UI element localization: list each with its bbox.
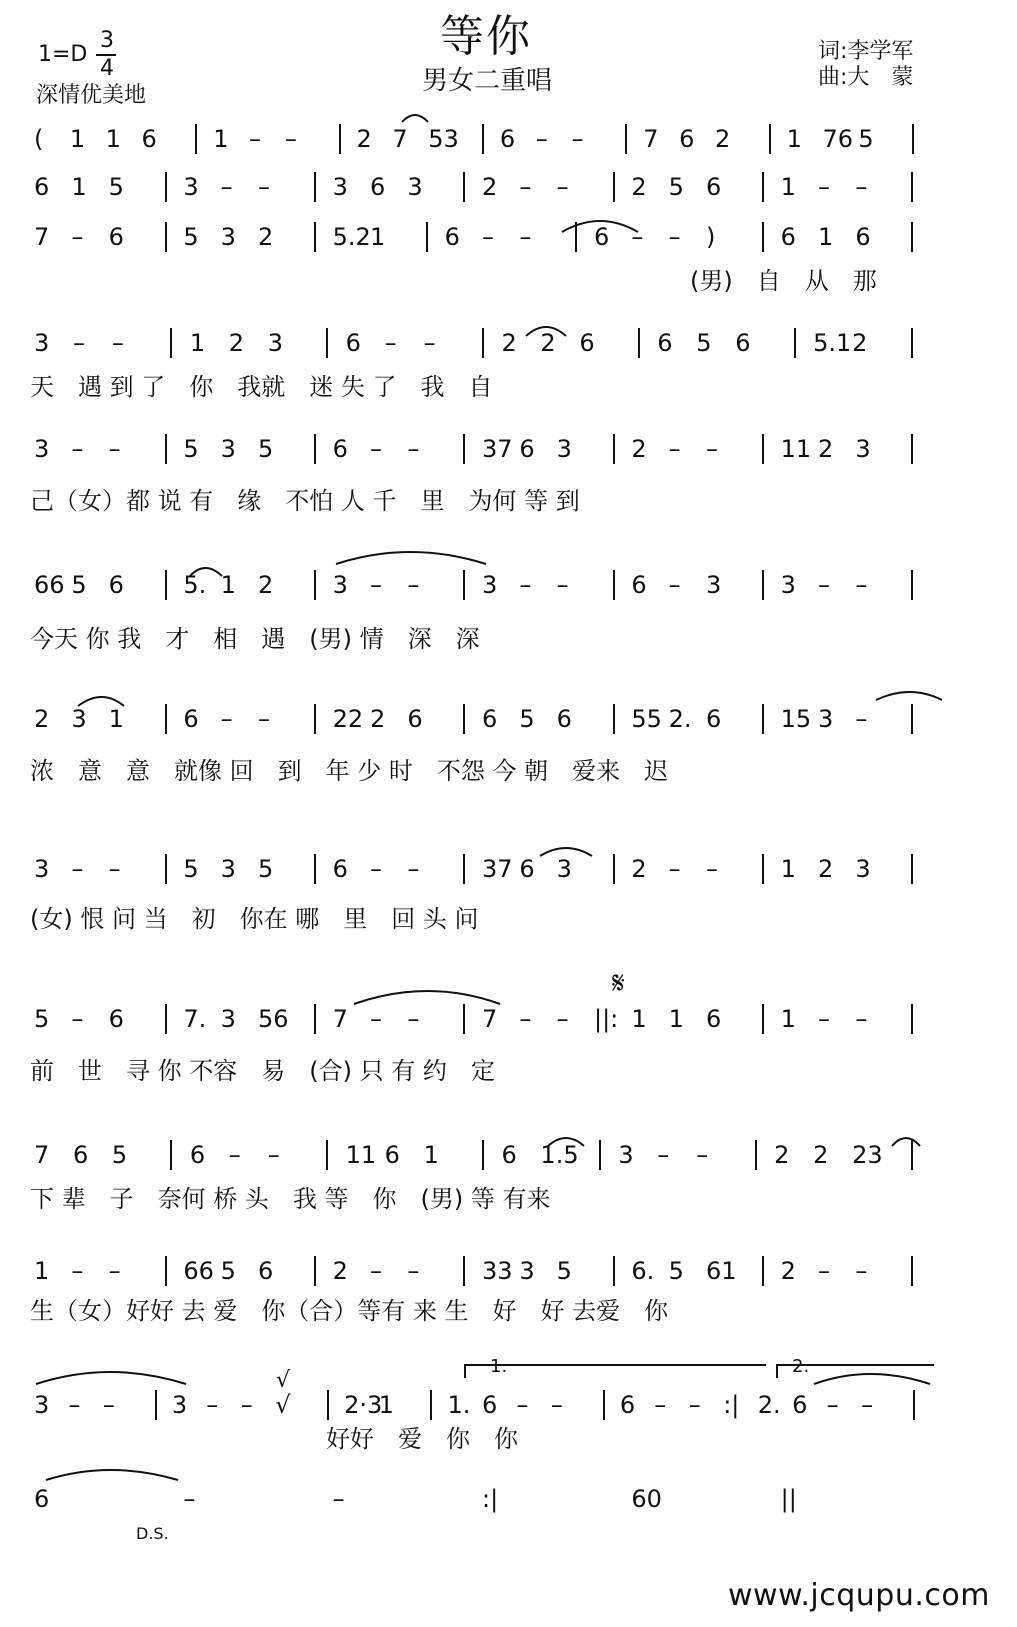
note: 2 [501,329,517,357]
lyric-text: 生（女）好好 去 爱 你（合）等有 来 生 好 好 去爱 你 [30,1297,669,1325]
note: 2 [813,1141,829,1169]
note: – [818,1005,830,1033]
note: 3 [34,1391,50,1419]
note: – [284,125,297,153]
note: 3 [618,1141,634,1169]
note: 5 [668,1257,684,1285]
note: – [267,1141,280,1169]
note: 7. [183,1005,207,1033]
note: 2 [356,125,372,153]
note: 1 [780,855,796,883]
note: – [516,1391,529,1419]
note: 3 [220,223,236,251]
slur [548,1138,584,1146]
note: :| [723,1391,740,1419]
note: 2 [631,855,647,883]
note: 5 [858,125,874,153]
note: 2 [818,435,834,463]
lyric-text: (女) 恨 问 当 初 你在 哪 里 回 头 问 [30,905,479,933]
note: 1 [370,223,386,251]
note: 5 [519,705,535,733]
note: 6 [792,1391,808,1419]
slur [526,327,566,336]
note: – [855,1257,868,1285]
note: 6 [499,125,516,153]
note: 37 [482,435,513,463]
note: 6 [780,223,796,251]
note: 11 [345,1141,377,1169]
note: – [332,1485,345,1513]
note: 6 [72,1141,89,1169]
note: 7 [34,1141,50,1169]
note: – [220,173,233,201]
slur [190,568,222,576]
song-subtitle: 男女二重唱 [422,66,553,96]
note: 1 [105,125,121,153]
note: 15 [780,705,812,733]
note: – [519,223,532,251]
volta-1-label: 1. [490,1356,508,1377]
note: – [861,1391,874,1419]
slur [814,1374,930,1384]
song-title: 等你 [440,11,532,62]
note: 6 [482,705,498,733]
note: 5 [111,1141,128,1169]
note: – [407,435,420,463]
note: – [72,329,85,357]
slur [36,1372,186,1384]
lyric-text: 己（女）都 说 有 缘 不怕 人 千 里 为何 等 到 [30,487,580,515]
key-signature: 1=D [38,42,88,67]
slur [78,697,124,706]
note: 3 [556,855,572,883]
note: 1 [631,1005,647,1033]
note: 5 [108,173,124,201]
note: 2 [818,855,834,883]
note: 1 [189,329,206,357]
note: – [855,571,868,599]
lyric-text: (男) 自 从 那 [690,267,877,295]
segno-sign: 𝄋 [612,966,625,1001]
note: – [818,173,830,201]
note: 2·3 [344,1391,383,1419]
note: 6 [619,1391,636,1419]
note: – [855,173,868,201]
slur [540,848,592,856]
note: :| [482,1485,499,1513]
lyric-text: 今天 你 我 才 相 遇 (男) 情 深 深 [30,625,480,653]
note: 3 [34,435,50,463]
note: 1 [213,125,229,153]
note: – [111,329,124,357]
note: – [240,1391,253,1419]
watermark-text: www.jcqupu.com [728,1578,990,1613]
note: 2. [668,705,692,733]
note: 33 [482,1257,513,1285]
note: 6 [556,705,572,733]
note: – [818,571,830,599]
note: – [519,571,532,599]
note: 1 [108,705,124,733]
note: 1 [423,1141,439,1169]
slur [892,1138,920,1146]
note: 2 [714,125,731,153]
note: 3 [267,329,284,357]
time-signature-denominator: 4 [100,56,114,81]
slur [876,692,942,700]
note: 6 [706,705,722,733]
note: ||: [594,1005,619,1033]
note: – [220,705,233,733]
slur [402,115,428,122]
slur [336,552,486,564]
note: 5 [258,855,274,883]
note: 6 [141,125,157,153]
note: – [258,173,270,201]
note: 1 [220,571,236,599]
note: – [654,1391,667,1419]
note: 2. [757,1391,781,1419]
note: 76 [822,125,854,153]
note: 5.2 [332,223,371,251]
note: – [370,1005,382,1033]
note: 3 [706,571,722,599]
note: – [384,329,397,357]
note: – [71,435,84,463]
note: 5.1 [813,329,852,357]
note: 2 [258,571,274,599]
note: – [249,125,262,153]
note: 2 [228,329,245,357]
note: – [370,1257,382,1285]
note: 56 [258,1005,289,1033]
note: 5 [183,435,199,463]
note: 3 [855,855,871,883]
note: – [71,1005,84,1033]
note: 3 [407,173,423,201]
note: 55 [631,705,662,733]
note: – [706,435,718,463]
note: 6 [679,125,695,153]
note: – [258,705,270,733]
note: 2 [370,705,386,733]
note: 6 [657,329,673,357]
note: 2 [482,173,498,201]
note: 37 [482,855,513,883]
note: 1 [71,173,87,201]
time-signature-numerator: 3 [100,28,114,53]
note: 3 [519,1257,535,1285]
note: – [550,1391,563,1419]
note: 2 [332,1257,348,1285]
note: √ [275,1391,291,1419]
note: 11 [780,435,812,463]
note: 3 [855,435,871,463]
note: – [688,1391,701,1419]
note: 6 [706,1005,722,1033]
note: 7 [482,1005,498,1033]
volta-2-label: 2. [792,1356,810,1377]
note: 6 [706,173,722,201]
note: 66 [34,571,65,599]
note: 3 [220,1005,236,1033]
note: 6. [631,1257,655,1285]
note: 6 [332,435,348,463]
note: – [706,855,718,883]
note: – [68,1391,81,1419]
lyric-text: 前 世 寻 你 不容 易 (合) 只 有 约 定 [30,1057,495,1085]
note: ( [34,125,44,153]
note: – [423,329,436,357]
note: – [108,435,121,463]
note: 6 [855,223,871,251]
note: 5 [258,435,274,463]
note: – [183,1485,196,1513]
note: 60 [631,1485,662,1513]
note: – [407,1257,420,1285]
note: 3 [556,435,572,463]
note: 6 [34,173,50,201]
note: 53 [428,125,459,153]
note: – [102,1391,115,1419]
note: 1 [668,1005,684,1033]
note: 7 [392,125,408,153]
note: – [206,1391,219,1419]
tempo-marking: 深情优美地 [36,83,147,108]
note: 6 [631,571,647,599]
note: – [657,1141,670,1169]
note: 5 [71,571,87,599]
note: 1 [780,173,796,201]
note: 3 [71,705,87,733]
note: – [71,223,84,251]
note: 5 [668,173,684,201]
note: 23 [852,1141,883,1169]
note: – [407,571,420,599]
note: || [780,1485,797,1513]
note: 7 [643,125,659,153]
note: 6 [345,329,361,357]
note: 1 [69,125,86,153]
note: 61 [706,1257,737,1285]
note: 6 [407,705,423,733]
note: 3 [171,1391,188,1419]
note: 1. [447,1391,471,1419]
note: – [71,855,84,883]
note: 6 [108,1005,124,1033]
note: 5 [556,1257,572,1285]
note: 3 [332,571,348,599]
note: – [407,1005,420,1033]
note: – [519,173,532,201]
note: 6 [594,223,610,251]
note: 3 [482,571,498,599]
note: – [407,855,420,883]
note: – [556,571,569,599]
note: – [855,1005,868,1033]
note: 3 [220,435,236,463]
lyricist-credit: 词:李学军 [818,39,914,64]
note: 3 [220,855,236,883]
note: 5 [183,223,199,251]
note: – [818,1257,830,1285]
note: 6 [108,223,124,251]
da-segno-marking: D.S. [136,1524,169,1543]
note: 6 [189,1141,206,1169]
note: 2 [258,223,274,251]
note: – [571,125,584,153]
note: 5. [183,571,207,599]
note: 3 [34,855,50,883]
note: 3 [332,173,348,201]
note: 6 [579,329,595,357]
note: 6 [183,705,199,733]
note: – [228,1141,241,1169]
note: – [370,571,382,599]
note: – [668,571,681,599]
note: – [556,173,569,201]
note: 5 [696,329,712,357]
note: – [668,855,681,883]
note: 6 [519,435,535,463]
note: – [535,125,548,153]
note: 5 [34,1005,50,1033]
note: 3 [780,571,796,599]
note: 6 [444,223,460,251]
lyric-text: 天 遇 到 了 你 我就 迷 失 了 我 自 [30,373,493,401]
note: 6 [370,173,386,201]
note: – [668,435,681,463]
note: 2 [780,1257,796,1285]
note: 6 [332,855,348,883]
note: 2 [631,173,647,201]
note: 1 [378,1391,394,1419]
note: 1 [780,1005,796,1033]
note: 6 [108,571,124,599]
slur [354,991,500,1004]
note: 1.5 [540,1141,579,1169]
note: – [108,1257,121,1285]
slur [46,1470,178,1480]
note: 7 [332,1005,348,1033]
note: – [108,855,121,883]
lyric-text: 浓 意 意 就像 回 到 年 少 时 不怨 今 朝 爱来 迟 [30,757,669,785]
note: 6 [501,1141,517,1169]
note: – [556,1005,569,1033]
note: 1 [818,223,834,251]
note: 3 [34,329,50,357]
note: 2 [34,705,50,733]
slur [562,221,638,232]
note: 2 [540,329,556,357]
note: ) [706,223,716,251]
note: – [482,223,494,251]
note: 1 [786,125,802,153]
note: 2 [631,435,647,463]
note: 3 [818,705,834,733]
note: – [826,1391,839,1419]
note: 6 [384,1141,400,1169]
note: 22 [332,705,364,733]
note: 3 [183,173,199,201]
note: 7 [34,223,50,251]
note: – [519,1005,532,1033]
note: 6 [482,1391,498,1419]
note: 66 [183,1257,214,1285]
note: 2 [774,1141,790,1169]
lyric-text: 好好 爱 你 你 [326,1425,518,1453]
note: 6 [735,329,751,357]
note: 5 [183,855,199,883]
note: 5 [220,1257,236,1285]
note: – [855,705,868,733]
note: – [668,223,681,251]
note: 6 [519,855,535,883]
breath-mark: √ [276,1368,291,1393]
note: 2 [852,329,868,357]
lyric-text: 下 辈 子 奈何 桥 头 我 等 你 (男) 等 有来 [30,1185,551,1213]
composer-credit: 曲:大 蒙 [818,65,914,90]
note: – [370,855,382,883]
note: – [370,435,382,463]
note: 6 [258,1257,274,1285]
note: 6 [34,1485,50,1513]
note: – [631,223,644,251]
note: – [696,1141,709,1169]
note: – [71,1257,84,1285]
note: 1 [34,1257,50,1285]
